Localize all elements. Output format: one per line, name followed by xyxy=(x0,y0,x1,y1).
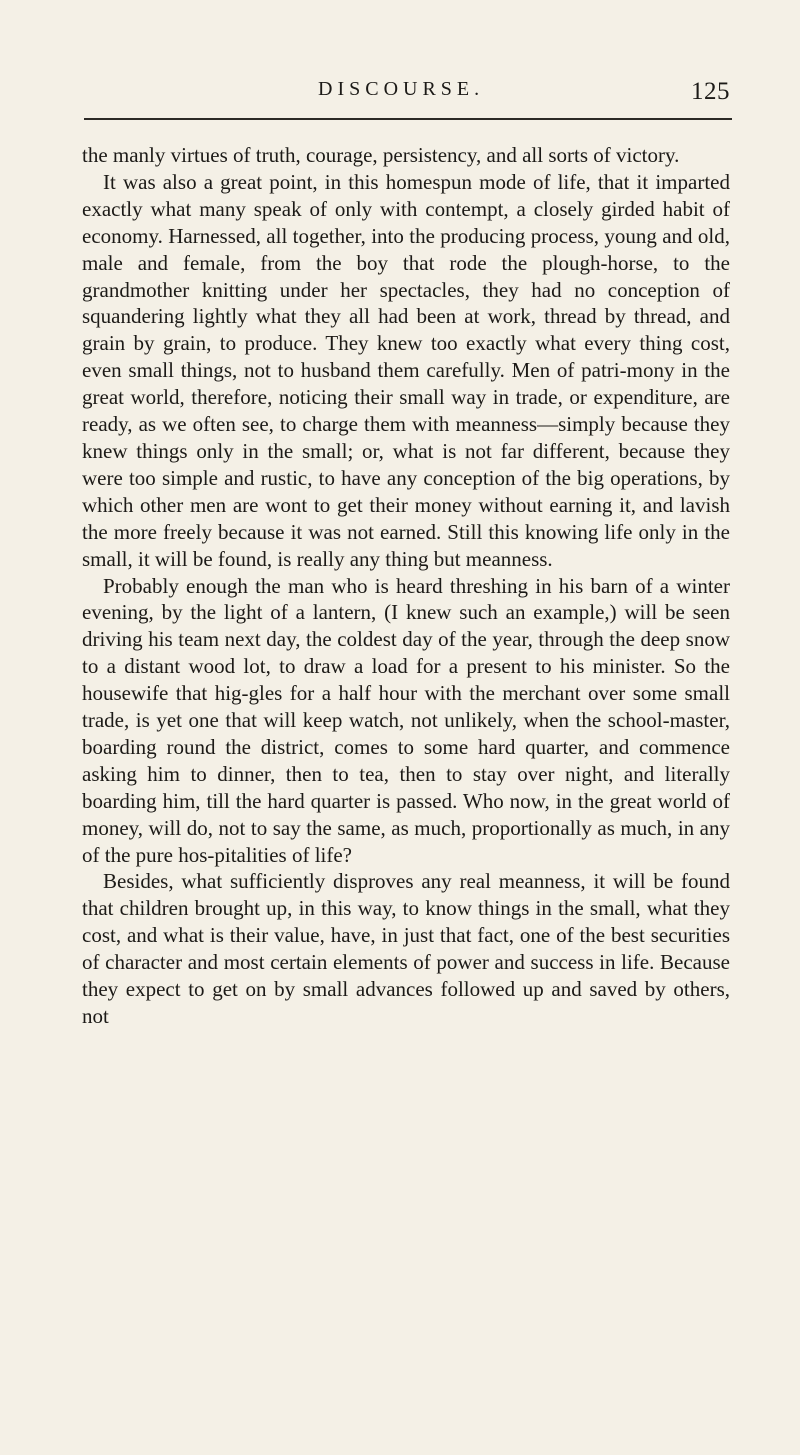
running-head xyxy=(82,78,730,108)
running-title: DISCOURSE. xyxy=(318,78,485,100)
paragraph-character: Besides, what sufficiently disproves any real meanness, it will be found that children brought up, in this way, to know things in the small, what they cost, and what is their value, have, in just that fact, one of the best securities of character and most certain elements of power and success in life. Because they expect to get on by small advances followed up and saved by others, not xyxy=(82,869,730,1028)
paragraph-economy: It was also a great point, in this homespun mode of life, that it imparted exactly what many speak of only with contempt, a closely girded habit of economy. Harnessed, all together, into the producing process, young and old, male and female, from the boy that rode the plough-horse, to the grandmother knitting under her spectacles, they had no conception of squandering lightly what they all had been at work, thread by thread, and grain by grain, to produce. They knew too exactly what every thing cost, even small things, not to husband them carefully. Men of patri-mony in the great world, therefore, noticing their small way in trade, or expenditure, are ready, as we often see, to charge them with meanness—simply because they knew things only in the small; or, what is not far different, because they were too simple and rustic, to have any conception of the big operations, by which other men are wont to get their money without earning it, and lavish the more freely because it was not earned. Still this knowing life only in the small, it will be found, is really any thing but meanness. xyxy=(82,169,730,571)
body-text xyxy=(82,142,730,1030)
page-number: 125 xyxy=(691,78,730,105)
header-rule xyxy=(84,118,732,120)
paragraph-hospitality: Probably enough the man who is heard threshing in his barn of a winter evening, by the light of a lantern, (I knew such an example,) will be seen driving his team next day, the coldest day of the year, through the deep snow to a distant wood lot, to draw a load for a present to his minister. So the housewife that hig-gles for a half hour with the merchant over some small trade, is yet one that will keep watch, not unlikely, when the school-master, boarding round the district, comes to some hard quarter, and commence asking him to dinner, then to tea, then to stay over night, and literally boarding him, till the hard quarter is passed. Who now, in the great world of money, will do, not to say the same, as much, proportionally as much, in any of the pure hos-pitalities of life? xyxy=(82,573,730,867)
paragraph-continuation: the manly virtues of truth, courage, persistency, and all sorts of victory. xyxy=(82,143,680,167)
